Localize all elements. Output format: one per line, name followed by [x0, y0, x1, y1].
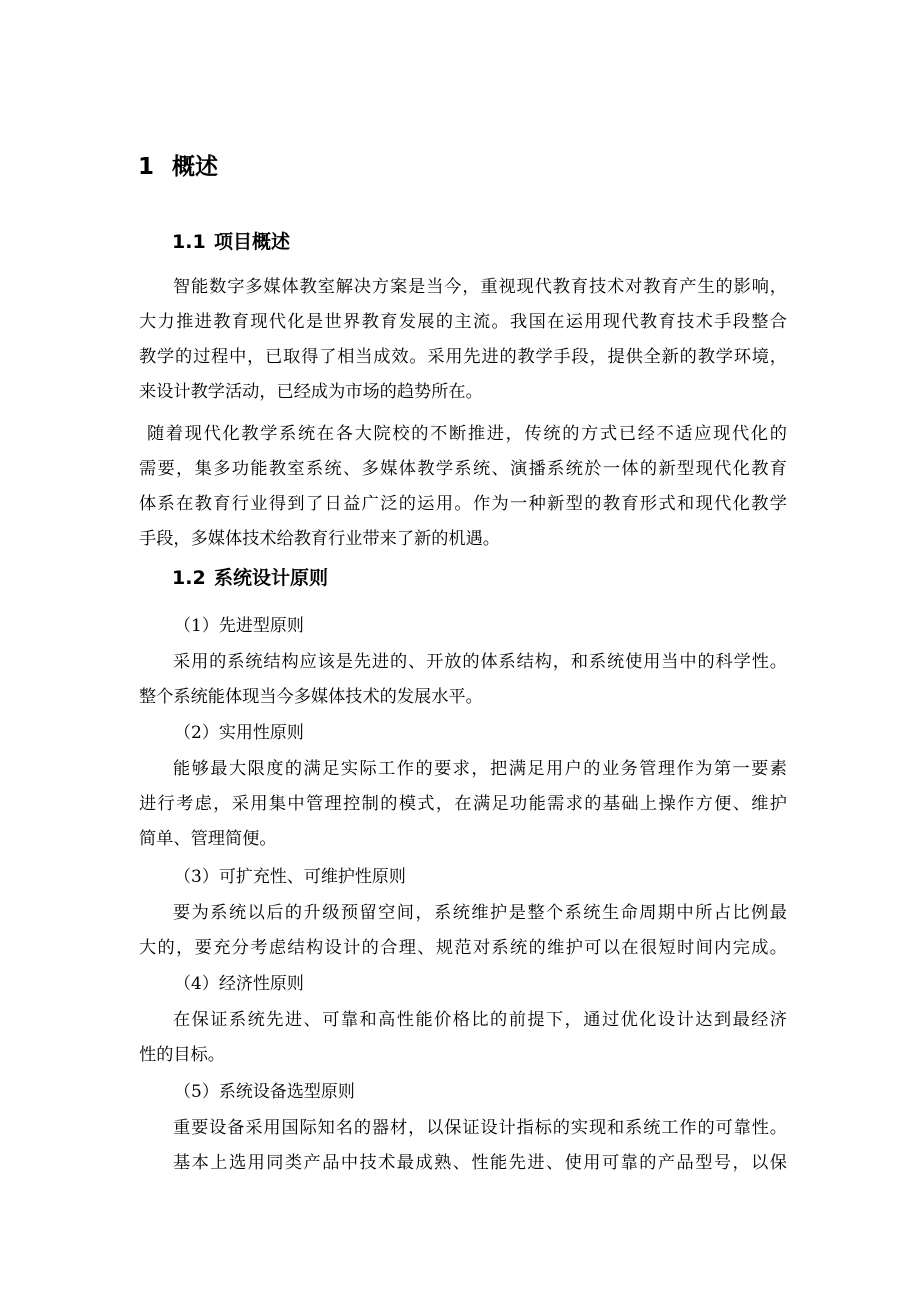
section-title: 系统设计原则 [214, 567, 329, 589]
paragraph-line: 需要，集多功能教室系统、多媒体教学系统、演播系统於一体的新型现代化教育 [139, 459, 787, 479]
principle-title: （1）先进型原则 [174, 616, 304, 636]
paragraph-line: 基本上选用同类产品中技术最成熟、性能先进、使用可靠的产品型号，以保 [173, 1153, 787, 1173]
paragraph-line: 随着现代化教学系统在各大院校的不断推进，传统的方式已经不适应现代化的 [147, 424, 787, 444]
chapter-title: 概述 [172, 154, 218, 180]
chapter-heading [138, 150, 218, 184]
paragraph-line: 性的目标。 [139, 1045, 225, 1065]
principle-body [139, 752, 787, 857]
paragraph-line: 简单、管理简便。 [139, 829, 277, 849]
paragraph-line: 手段，多媒体技术给教育行业带来了新的机遇。 [139, 529, 500, 549]
paragraph-overview-2 [139, 417, 787, 557]
paragraph-line: 在保证系统先进、可靠和高性能价格比的前提下，通过优化设计达到最经济 [173, 1010, 787, 1030]
chapter-number: 1 [138, 154, 155, 180]
paragraph-line: 采用的系统结构应该是先进的、开放的体系结构，和系统使用当中的科学性。 [173, 652, 787, 672]
paragraph-line: 智能数字多媒体教室解决方案是当今，重视现代教育技术对教育产生的影响， [173, 277, 787, 297]
principle-title: （5）系统设备选型原则 [174, 1082, 355, 1102]
principle-body [139, 1111, 787, 1181]
section-number: 1.1 [172, 231, 206, 253]
principle-body [139, 645, 787, 715]
paragraph-line: 能够最大限度的满足实际工作的要求，把满足用户的业务管理作为第一要素 [173, 759, 787, 779]
section-number: 1.2 [172, 567, 206, 589]
principle-title: （2）实用性原则 [174, 723, 304, 743]
principle-title: （3）可扩充性、可维护性原则 [174, 867, 406, 887]
section-title: 项目概述 [214, 231, 291, 253]
principle-title: （4）经济性原则 [174, 974, 304, 994]
paragraph-line: 要为系统以后的升级预留空间，系统维护是整个系统生命周期中所占比例最 [173, 903, 787, 923]
principle-body [139, 1003, 787, 1073]
principle-body [139, 896, 787, 966]
paragraph-line: 整个系统能体现当今多媒体技术的发展水平。 [139, 687, 483, 707]
paragraph-line: 来设计教学活动，已经成为市场的趋势所在。 [139, 382, 483, 402]
paragraph-line: 大的，要充分考虑结构设计的合理、规范对系统的维护可以在很短时间内完成。 [139, 938, 787, 958]
paragraph-overview-1 [139, 270, 787, 410]
paragraph-line: 体系在教育行业得到了日益广泛的运用。作为一种新型的教育形式和现代化教学 [139, 494, 787, 514]
paragraph-line: 大力推进教育现代化是世界教育发展的主流。我国在运用现代教育技术手段整合 [139, 312, 787, 332]
section-heading-1-1 [172, 228, 290, 256]
section-heading-1-2 [172, 564, 328, 592]
paragraph-line: 进行考虑，采用集中管理控制的模式，在满足功能需求的基础上操作方便、维护 [139, 794, 787, 814]
paragraph-line: 教学的过程中，已取得了相当成效。采用先进的教学手段，提供全新的教学环境， [139, 347, 787, 367]
paragraph-line: 重要设备采用国际知名的器材，以保证设计指标的实现和系统工作的可靠性。 [173, 1118, 787, 1138]
